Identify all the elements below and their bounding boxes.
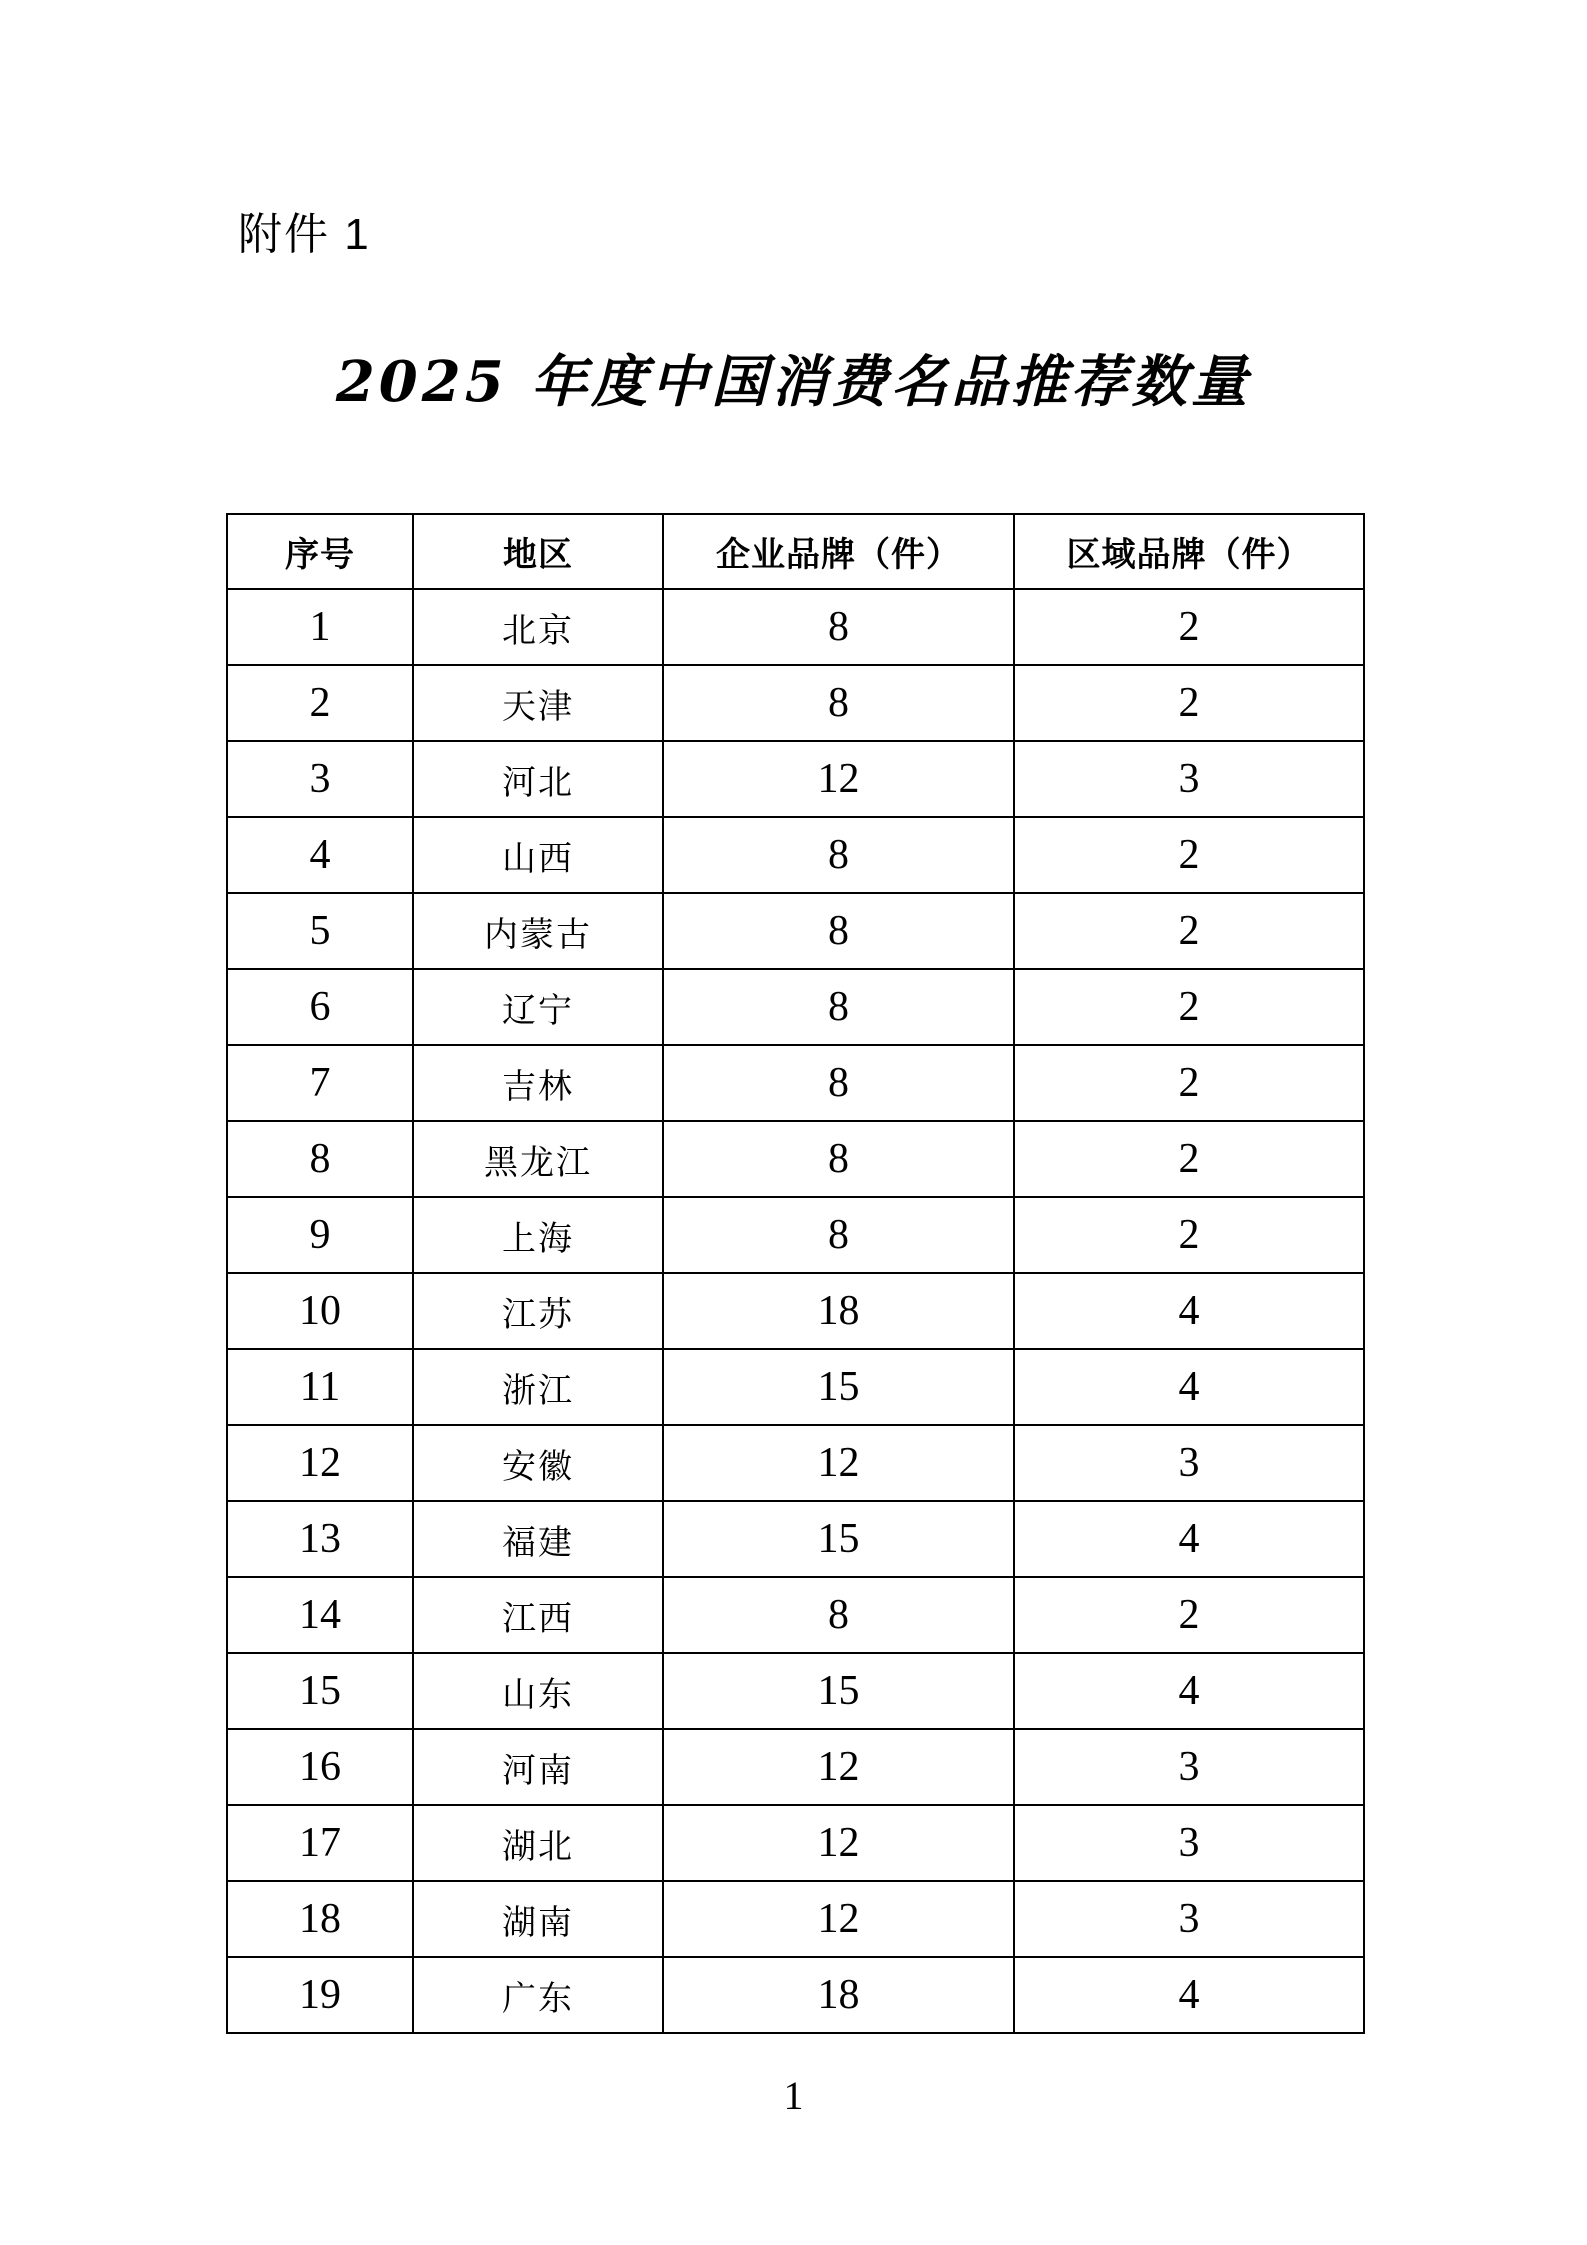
cell-enterprise-brand: 15 (663, 1349, 1014, 1425)
table-row (227, 1729, 1364, 1805)
cell-region: 山西 (413, 817, 663, 893)
cell-region: 上海 (413, 1197, 663, 1273)
table-header-row (227, 514, 1364, 589)
cell-enterprise-brand: 8 (663, 1577, 1014, 1653)
cell-regional-brand: 2 (1014, 1197, 1364, 1273)
cell-regional-brand: 2 (1014, 893, 1364, 969)
cell-regional-brand: 2 (1014, 817, 1364, 893)
table-row (227, 969, 1364, 1045)
cell-serial-number: 11 (227, 1349, 413, 1425)
cell-regional-brand: 2 (1014, 665, 1364, 741)
cell-enterprise-brand: 12 (663, 1805, 1014, 1881)
table-row (227, 1881, 1364, 1957)
table-row (227, 1045, 1364, 1121)
table-row (227, 1273, 1364, 1349)
cell-regional-brand: 4 (1014, 1349, 1364, 1425)
table-row (227, 1501, 1364, 1577)
header-regional-brand: 区域品牌（件） (1014, 514, 1364, 589)
cell-regional-brand: 2 (1014, 969, 1364, 1045)
cell-enterprise-brand: 8 (663, 1045, 1014, 1121)
cell-region: 湖南 (413, 1881, 663, 1957)
cell-serial-number: 5 (227, 893, 413, 969)
cell-serial-number: 8 (227, 1121, 413, 1197)
cell-region: 安徽 (413, 1425, 663, 1501)
cell-region: 湖北 (413, 1805, 663, 1881)
table-row (227, 817, 1364, 893)
cell-serial-number: 3 (227, 741, 413, 817)
cell-serial-number: 16 (227, 1729, 413, 1805)
cell-enterprise-brand: 8 (663, 817, 1014, 893)
cell-serial-number: 9 (227, 1197, 413, 1273)
cell-regional-brand: 3 (1014, 1729, 1364, 1805)
cell-regional-brand: 2 (1014, 1121, 1364, 1197)
table-row (227, 1197, 1364, 1273)
table-row (227, 1653, 1364, 1729)
cell-serial-number: 2 (227, 665, 413, 741)
cell-regional-brand: 3 (1014, 1881, 1364, 1957)
cell-region: 河南 (413, 1729, 663, 1805)
cell-enterprise-brand: 12 (663, 1425, 1014, 1501)
cell-enterprise-brand: 12 (663, 741, 1014, 817)
cell-enterprise-brand: 18 (663, 1273, 1014, 1349)
cell-serial-number: 17 (227, 1805, 413, 1881)
table-row (227, 1577, 1364, 1653)
cell-serial-number: 12 (227, 1425, 413, 1501)
cell-enterprise-brand: 15 (663, 1501, 1014, 1577)
cell-region: 江苏 (413, 1273, 663, 1349)
cell-regional-brand: 4 (1014, 1957, 1364, 2033)
table-row (227, 1805, 1364, 1881)
cell-serial-number: 13 (227, 1501, 413, 1577)
cell-region: 黑龙江 (413, 1121, 663, 1197)
cell-region: 河北 (413, 741, 663, 817)
attachment-label: 附件 1 (238, 210, 371, 259)
page-number: 1 (783, 2073, 804, 2118)
cell-region: 浙江 (413, 1349, 663, 1425)
cell-region: 山东 (413, 1653, 663, 1729)
cell-region: 福建 (413, 1501, 663, 1577)
cell-serial-number: 14 (227, 1577, 413, 1653)
table-body (227, 589, 1364, 2033)
table-row (227, 589, 1364, 665)
cell-regional-brand: 4 (1014, 1501, 1364, 1577)
table-row (227, 1349, 1364, 1425)
cell-region: 广东 (413, 1957, 663, 2033)
cell-enterprise-brand: 8 (663, 665, 1014, 741)
header-enterprise-brand: 企业品牌（件） (663, 514, 1014, 589)
quota-table (226, 513, 1365, 2034)
cell-enterprise-brand: 8 (663, 969, 1014, 1045)
header-region: 地区 (413, 514, 663, 589)
cell-enterprise-brand: 8 (663, 1197, 1014, 1273)
table-row (227, 893, 1364, 969)
cell-regional-brand: 3 (1014, 1805, 1364, 1881)
cell-regional-brand: 4 (1014, 1273, 1364, 1349)
cell-regional-brand: 3 (1014, 741, 1364, 817)
cell-region: 辽宁 (413, 969, 663, 1045)
cell-serial-number: 4 (227, 817, 413, 893)
cell-serial-number: 18 (227, 1881, 413, 1957)
cell-region: 天津 (413, 665, 663, 741)
cell-regional-brand: 2 (1014, 589, 1364, 665)
cell-enterprise-brand: 12 (663, 1729, 1014, 1805)
cell-serial-number: 7 (227, 1045, 413, 1121)
cell-enterprise-brand: 8 (663, 1121, 1014, 1197)
cell-region: 吉林 (413, 1045, 663, 1121)
cell-enterprise-brand: 8 (663, 589, 1014, 665)
document-title: 2025 年度中国消费名品推荐数量 (335, 349, 1252, 415)
cell-region: 江西 (413, 1577, 663, 1653)
cell-serial-number: 10 (227, 1273, 413, 1349)
table-row (227, 741, 1364, 817)
cell-enterprise-brand: 15 (663, 1653, 1014, 1729)
cell-region: 内蒙古 (413, 893, 663, 969)
table-row (227, 1425, 1364, 1501)
table-row (227, 1121, 1364, 1197)
cell-region: 北京 (413, 589, 663, 665)
header-serial-number: 序号 (227, 514, 413, 589)
cell-regional-brand: 2 (1014, 1045, 1364, 1121)
cell-enterprise-brand: 8 (663, 893, 1014, 969)
cell-regional-brand: 3 (1014, 1425, 1364, 1501)
cell-serial-number: 15 (227, 1653, 413, 1729)
cell-serial-number: 19 (227, 1957, 413, 2033)
cell-regional-brand: 2 (1014, 1577, 1364, 1653)
cell-enterprise-brand: 18 (663, 1957, 1014, 2033)
table-row (227, 1957, 1364, 2033)
cell-serial-number: 1 (227, 589, 413, 665)
cell-serial-number: 6 (227, 969, 413, 1045)
cell-enterprise-brand: 12 (663, 1881, 1014, 1957)
table-row (227, 665, 1364, 741)
cell-regional-brand: 4 (1014, 1653, 1364, 1729)
